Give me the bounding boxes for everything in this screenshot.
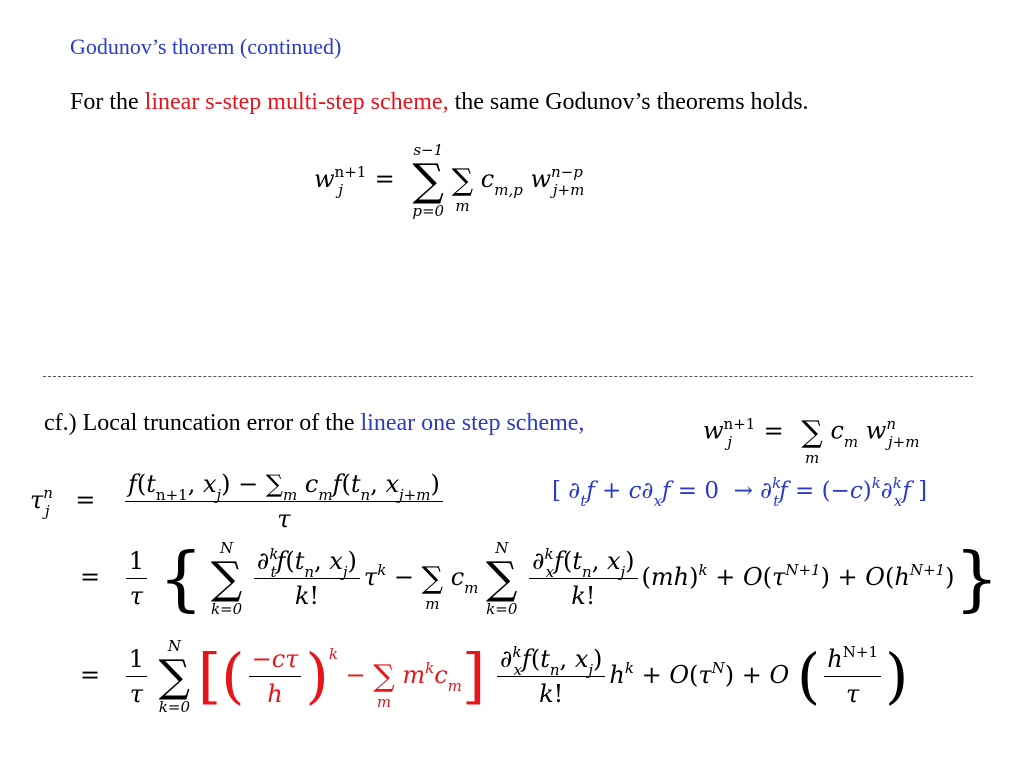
pde-relation-note: [ $\partial_tf + c\partial_xf = 0 \to \partial^k_tf = (-c)^k\partial^k_xf$ ] — [552, 474, 928, 510]
coefficient-term: [( $\frac{-c\tau}{h}$ )$^k$ − ∑ m $m^kc_m$] — [197, 641, 486, 712]
final-truncation-line: = $\frac{1}{\tau}$ N ∑ k=0 [( $\frac{-c\tau}{h}$ )$^k$ − ∑ m $m^kc_m$] $\frac{\partial^k_xf(t_n, x_j)}{k!}$ $h^k + O(\tau^N) + O$ ( $\frac{h^{N+1}}{\tau}$ ) — [80, 637, 909, 716]
intro-line — [70, 89, 809, 116]
cf-prefix: cf.) Local truncation error of the — [44, 410, 361, 436]
one-step-equation: $w^{n+1}_j$ = ∑ m $c_m$ $w^n_{j+m}$ — [703, 414, 920, 467]
slide-title: Godunov’s thorem (continued) — [70, 34, 342, 59]
taylor-expansion-line: = $\frac{1}{\tau}$ { N ∑ k=0 $\frac{\partial^k_tf(t_n, x_j)}{k!}$ $\tau^k$ − ∑ m $c_m$ N ∑ k=0 $\frac{\partial^k_xf(t_n, x_j)}{k!}$ $(mh)^k + O(\tau^{N+1}) + O(h^{N+1})$} — [80, 537, 999, 620]
cf-highlight: linear one step scheme, — [360, 410, 585, 436]
cf-line — [44, 410, 584, 437]
multistep-equation: $w^{n+1}_j$ = s−1 ∑ p=0 ∑ m $c_{m,p}$ $w^{n-p}_{j+m}$ — [314, 141, 585, 220]
intro-suffix: the same Godunov’s theorems holds. — [448, 89, 809, 115]
truncation-error-definition: $\tau^n_j$ = $\frac{f(t_{n+1}, x_j) - \sum_m c_mf(t_n, x_{j+m})}{\tau}$ — [30, 470, 447, 533]
section-divider — [43, 376, 973, 377]
intro-prefix: For the — [70, 89, 145, 115]
intro-highlight: linear s-step multi-step scheme, — [144, 89, 449, 115]
